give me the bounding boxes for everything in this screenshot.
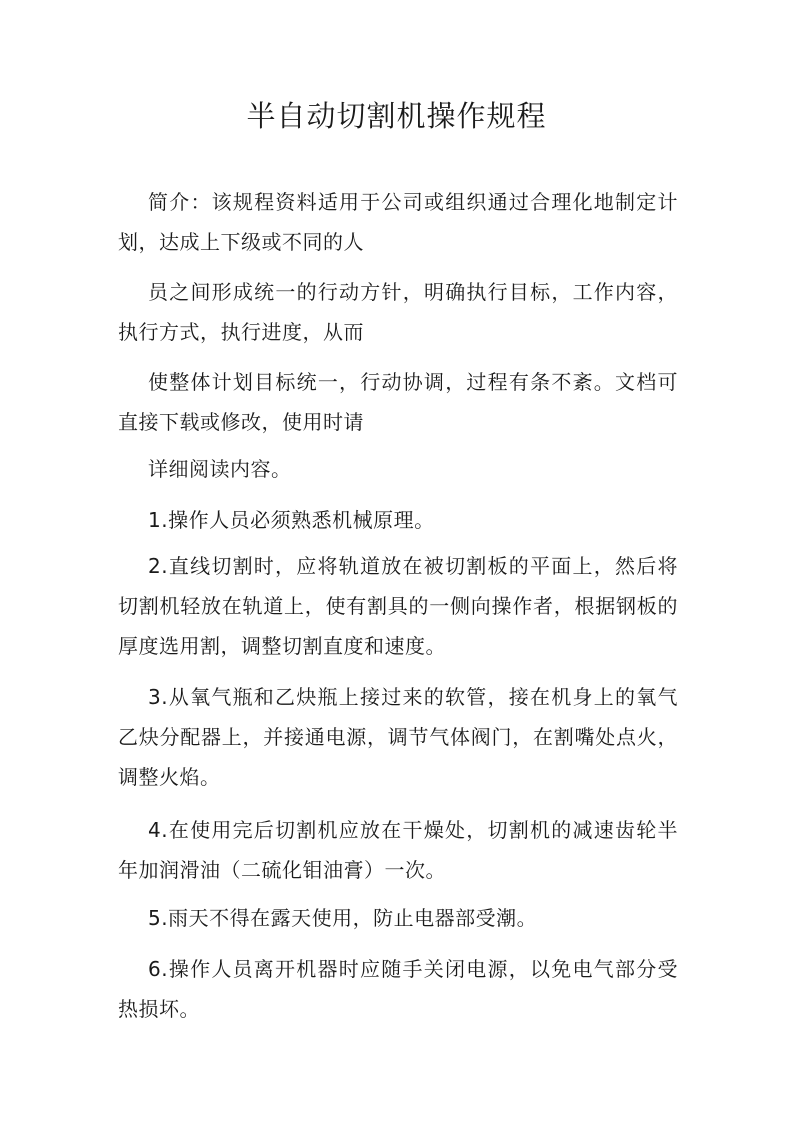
rule-item-3: 3.从氧气瓶和乙炔瓶上接过来的软管，接在机身上的氧气乙炔分配器上，并接通电源，调节气体阀门，在割嘴处点火，调整火焰。 — [118, 685, 678, 789]
rule-item-5: 5.雨天不得在露天使用，防止电器部受潮。 — [148, 906, 538, 930]
rule-item-2: 2.直线切割时，应将轨道放在被切割板的平面上，然后将切割机轻放在轨道上，使有割具的一侧向操作者，根据钢板的厚度选用割，调整切割直度和速度。 — [118, 554, 678, 658]
document-title: 半自动切割机操作规程 — [246, 99, 547, 133]
paragraph-intro-4: 详细阅读内容。 — [148, 457, 292, 481]
paragraph-intro-2: 员之间形成统一的行动方针，明确执行目标，工作内容，执行方式，执行进度，从而 — [118, 280, 678, 344]
rule-item-4: 4.在使用完后切割机应放在干燥处，切割机的减速齿轮半年加润滑油（二硫化钼油膏）一次。 — [118, 818, 678, 882]
paragraph-intro-3: 使整体计划目标统一，行动协调，过程有条不紊。文档可直接下载或修改，使用时请 — [118, 370, 678, 434]
rule-item-1: 1.操作人员必须熟悉机械原理。 — [148, 508, 435, 532]
paragraph-intro-1: 简介：该规程资料适用于公司或组织通过合理化地制定计划，达成上下级或不同的人 — [118, 190, 678, 254]
rule-item-6: 6.操作人员离开机器时应随手关闭电源，以免电气部分受热损坏。 — [118, 957, 678, 1021]
